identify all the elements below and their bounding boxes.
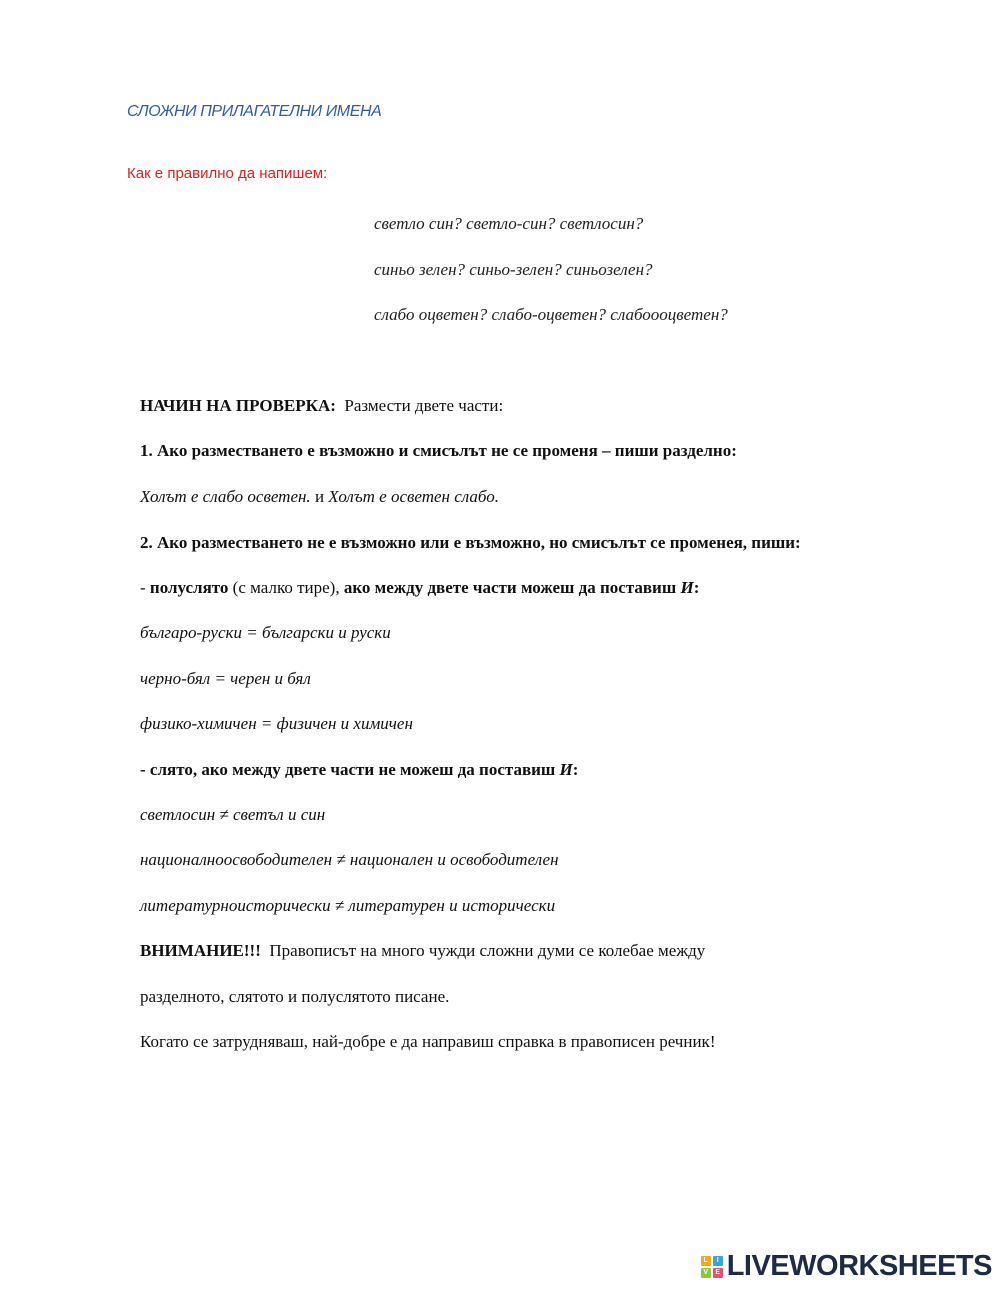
hyphen-rule-colon: : [693, 578, 700, 597]
page-title: СЛОЖНИ ПРИЛАГАТЕЛНИ ИМЕНА [127, 103, 382, 120]
solid-example-1: светлосин ≠ светъл и син [140, 805, 326, 824]
hyphen-example-1: българо-руски = български и руски [140, 623, 391, 642]
example-1-b: Холът е осветен слабо. [328, 487, 499, 506]
solid-example-2: националноосвободителен ≠ национален и освободителен [140, 850, 559, 869]
rule-2 [140, 533, 801, 553]
option-line-3: слабо оцветен? слабо-оцветен? слабооoцветен? [374, 305, 728, 324]
rule-2-text: 2. Ако разместването не е възможно или е възможно, но смисълът се променея, пиши: [140, 533, 801, 552]
logo-block-2: I [713, 1256, 723, 1266]
hyphen-rule-dash: - [140, 578, 146, 597]
logo-blocks [701, 1256, 723, 1278]
logo-block-1: L [701, 1256, 711, 1266]
method-text: Размести двете части: [344, 396, 504, 415]
hyphen-rule [140, 578, 699, 598]
solid-rule-letter: И [559, 760, 573, 779]
hyphen-rule-letter: И [680, 578, 694, 597]
option-line-1: светло син? светло-син? светлосин? [374, 214, 644, 233]
attention-line-2: разделното, слятото и полуслятото писане. [140, 987, 450, 1006]
solid-example-3: литературноисторически ≠ литературен и исторически [140, 896, 556, 915]
solid-rule [140, 760, 578, 780]
method-line [140, 396, 503, 416]
option-line-2: синьо зелен? синьо-зелен? синьозелен? [374, 260, 653, 279]
solid-rule-colon: : [572, 760, 579, 779]
attention-text-1: Правописът на много чужди сложни думи се колебае между [269, 941, 706, 960]
attention-line-3: Когато се затрудняваш, най-добре е да направиш справка в правописен речник! [140, 1032, 716, 1051]
example-1-conj: и [314, 487, 325, 506]
attention-line-1 [140, 941, 705, 961]
attention-label: ВНИМАНИЕ!!! [140, 941, 261, 960]
logo-text: LIVEWORKSHEETS [726, 1250, 992, 1282]
hyphen-rule-paren: (с малко тире), [232, 578, 340, 597]
hyphen-example-3: физико-химичен = физичен и химичен [140, 714, 413, 733]
rule-1 [140, 441, 737, 461]
method-label: НАЧИН НА ПРОВЕРКА: [140, 396, 336, 415]
hyphen-example-2: черно-бял = черен и бял [140, 669, 311, 688]
logo-block-3: V [701, 1268, 711, 1278]
hyphen-rule-word: полуслято [149, 578, 229, 597]
solid-rule-text: - слято, ако между двете части не можеш да поставиш [140, 760, 556, 779]
logo-block-4: E [713, 1268, 723, 1278]
liveworksheets-logo [701, 1250, 992, 1283]
example-1 [140, 487, 499, 507]
question-text: Как е правилно да напишем: [127, 165, 328, 182]
example-1-a: Холът е слабо осветен. [140, 487, 311, 506]
rule-1-text: 1. Ако разместването е възможно и смисълът не се променя – пиши разделно: [140, 441, 737, 460]
hyphen-rule-cond: ако между двете части можеш да поставиш [343, 578, 677, 597]
